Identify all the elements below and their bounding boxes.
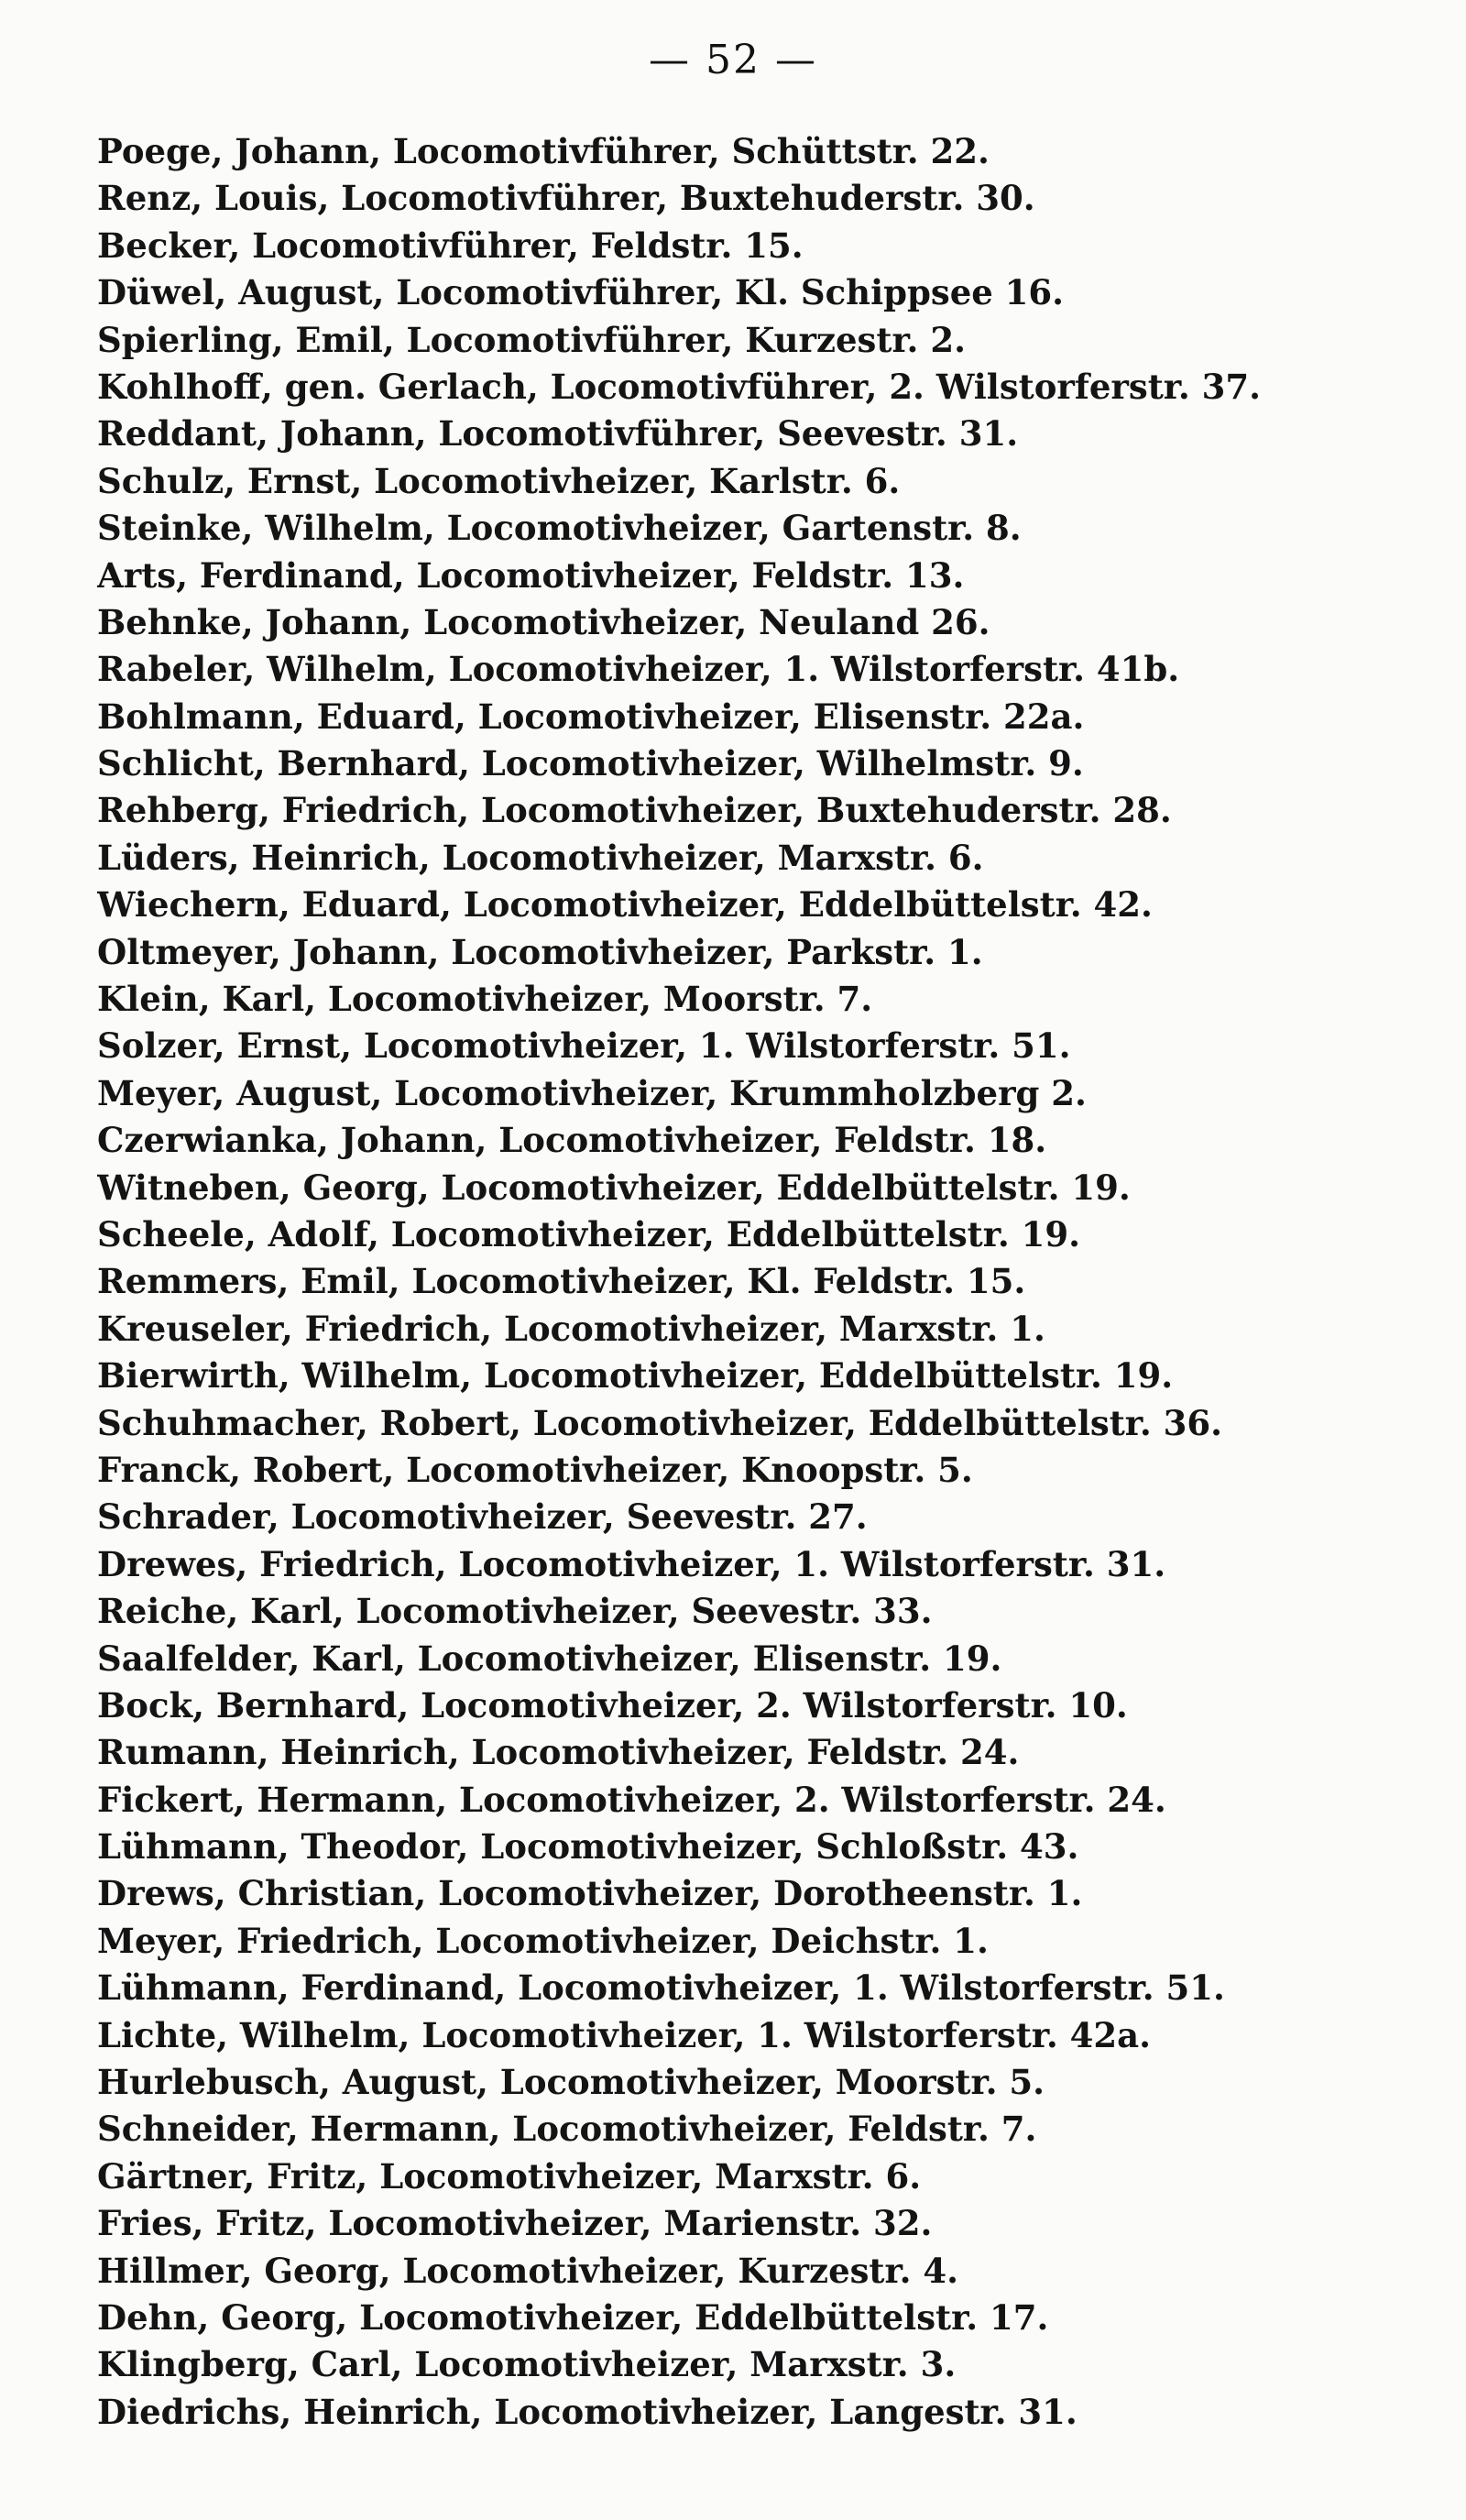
directory-entry: Drewes, Friedrich, Locomotivheizer, 1. Wilstorferstr. 31. bbox=[97, 1543, 1166, 1584]
directory-entry: Reddant, Johann, Locomotivführer, Seevestr. 31. bbox=[97, 413, 1019, 455]
directory-entry: Meyer, Friedrich, Locomotivheizer, Deichstr. 1. bbox=[97, 1920, 989, 1961]
directory-entry: Klein, Karl, Locomotivheizer, Moorstr. 7. bbox=[97, 979, 873, 1020]
directory-entry: Becker, Locomotivführer, Feldstr. 15. bbox=[97, 225, 804, 266]
directory-entry: Fickert, Hermann, Locomotivheizer, 2. Wilstorferstr. 24. bbox=[97, 1779, 1166, 1820]
directory-entry: Rehberg, Friedrich, Locomotivheizer, Buxtehuderstr. 28. bbox=[97, 790, 1172, 831]
directory-entry: Hurlebusch, August, Locomotivheizer, Moorstr. 5. bbox=[97, 2062, 1045, 2103]
directory-entry: Schneider, Hermann, Locomotivheizer, Feldstr. 7. bbox=[97, 2109, 1037, 2150]
directory-entry: Franck, Robert, Locomotivheizer, Knoopstr. 5. bbox=[97, 1449, 973, 1490]
directory-entry: Lühmann, Ferdinand, Locomotivheizer, 1. Wilstorferstr. 51. bbox=[97, 1967, 1225, 2009]
directory-entry: Dehn, Georg, Locomotivheizer, Eddelbüttelstr. 17. bbox=[97, 2296, 1049, 2338]
directory-entry: Oltmeyer, Johann, Locomotivheizer, Parkstr. 1. bbox=[97, 931, 983, 972]
entry-list bbox=[97, 128, 1380, 2436]
directory-entry: Spierling, Emil, Locomotivführer, Kurzestr. 2. bbox=[97, 319, 966, 360]
directory-entry: Diedrichs, Heinrich, Locomotivheizer, Langestr. 31. bbox=[97, 2391, 1078, 2432]
directory-entry: Lühmann, Theodor, Locomotivheizer, Schloßstr. 43. bbox=[97, 1826, 1079, 1868]
directory-entry: Poege, Johann, Locomotivführer, Schüttstr. 22. bbox=[97, 131, 990, 171]
directory-entry: Behnke, Johann, Locomotivheizer, Neuland 26. bbox=[97, 601, 990, 642]
directory-entry: Saalfelder, Karl, Locomotivheizer, Elisenstr. 19. bbox=[97, 1638, 1002, 1679]
directory-entry: Rumann, Heinrich, Locomotivheizer, Feldstr. 24. bbox=[97, 1732, 1020, 1773]
directory-entry: Lüders, Heinrich, Locomotivheizer, Marxstr. 6. bbox=[97, 837, 984, 878]
directory-entry: Schulz, Ernst, Locomotivheizer, Karlstr. 6. bbox=[97, 460, 901, 501]
directory-entry: Gärtner, Fritz, Locomotivheizer, Marxstr. 6. bbox=[97, 2155, 922, 2197]
directory-entry: Fries, Fritz, Locomotivheizer, Marienstr. 32. bbox=[97, 2203, 933, 2244]
directory-entry: Scheele, Adolf, Locomotivheizer, Eddelbüttelstr. 19. bbox=[97, 1213, 1080, 1255]
directory-entry: Kohlhoff, gen. Gerlach, Locomotivführer, 2. Wilstorferstr. 37. bbox=[97, 366, 1262, 407]
directory-entry: Czerwianka, Johann, Locomotivheizer, Feldstr. 18. bbox=[97, 1120, 1047, 1161]
directory-entry: Renz, Louis, Locomotivführer, Buxtehuderstr. 30. bbox=[97, 178, 1035, 219]
directory-entry: Bierwirth, Wilhelm, Locomotivheizer, Eddelbüttelstr. 19. bbox=[97, 1355, 1174, 1397]
directory-entry: Remmers, Emil, Locomotivheizer, Kl. Feldstr. 15. bbox=[97, 1261, 1026, 1302]
directory-entry: Schlicht, Bernhard, Locomotivheizer, Wilhelmstr. 9. bbox=[97, 743, 1084, 784]
directory-entry: Rabeler, Wilhelm, Locomotivheizer, 1. Wilstorferstr. 41b. bbox=[97, 649, 1180, 690]
directory-entry: Steinke, Wilhelm, Locomotivheizer, Gartenstr. 8. bbox=[97, 508, 1022, 549]
directory-entry: Witneben, Georg, Locomotivheizer, Eddelbüttelstr. 19. bbox=[97, 1167, 1131, 1208]
directory-entry: Solzer, Ernst, Locomotivheizer, 1. Wilstorferstr. 51. bbox=[97, 1025, 1071, 1067]
directory-entry: Drews, Christian, Locomotivheizer, Dorotheenstr. 1. bbox=[97, 1873, 1083, 1914]
directory-entry: Lichte, Wilhelm, Locomotivheizer, 1. Wilstorferstr. 42a. bbox=[97, 2014, 1151, 2055]
directory-entry: Wiechern, Eduard, Locomotivheizer, Eddelbüttelstr. 42. bbox=[97, 884, 1153, 926]
directory-entry: Schrader, Locomotivheizer, Seevestr. 27. bbox=[97, 1496, 868, 1538]
directory-entry: Kreuseler, Friedrich, Locomotivheizer, Marxstr. 1. bbox=[97, 1308, 1045, 1349]
directory-entry: Bohlmann, Eduard, Locomotivheizer, Elisenstr. 22a. bbox=[97, 696, 1085, 737]
directory-entry: Reiche, Karl, Locomotivheizer, Seevestr. 33. bbox=[97, 1591, 933, 1632]
directory-entry: Bock, Bernhard, Locomotivheizer, 2. Wilstorferstr. 10. bbox=[97, 1684, 1128, 1726]
directory-entry: Arts, Ferdinand, Locomotivheizer, Feldstr. 13. bbox=[97, 554, 965, 596]
directory-entry: Düwel, August, Locomotivführer, Kl. Schippsee 16. bbox=[97, 272, 1065, 313]
directory-entry: Meyer, August, Locomotivheizer, Krummholzberg 2. bbox=[97, 1072, 1087, 1113]
page-number: — 52 — bbox=[649, 37, 817, 83]
directory-entry: Hillmer, Georg, Locomotivheizer, Kurzestr. 4. bbox=[97, 2250, 959, 2291]
directory-entry: Schuhmacher, Robert, Locomotivheizer, Eddelbüttelstr. 36. bbox=[97, 1402, 1223, 1443]
directory-entry: Klingberg, Carl, Locomotivheizer, Marxstr. 3. bbox=[97, 2344, 957, 2385]
